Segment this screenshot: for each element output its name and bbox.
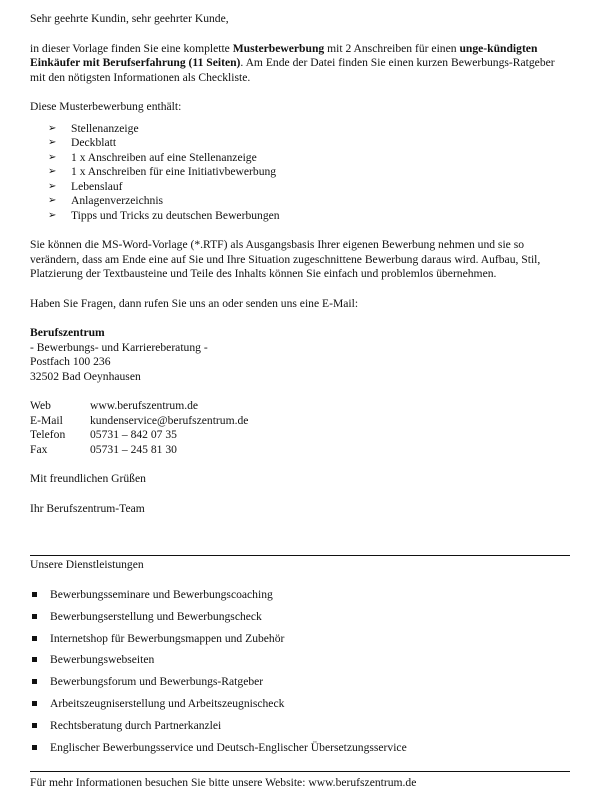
list-item <box>30 675 570 697</box>
intro-text-1: in dieser Vorlage finden Sie eine komplette <box>30 41 233 55</box>
usage-paragraph: Sie können die MS-Word-Vorlage (*.RTF) als Ausgangsbasis Ihrer eigenen Bewerbung nehmen und sie so verändern, dass am Ende eine auf Sie und Ihre Situation zugeschnittene Bewerbung daraus wird. Aufbau, Stil, Platzierung der Textbausteine und Teile des Inhalts können Sie einfach und problemlos übernehmen. <box>30 238 541 280</box>
divider-top <box>30 555 570 556</box>
list-item <box>48 180 570 195</box>
postbox: Postfach 100 236 <box>30 355 111 368</box>
fax-value: 05731 – 245 81 30 <box>90 442 177 456</box>
web-link[interactable]: www.berufszentrum.de <box>90 399 199 412</box>
contact-label: E-Mail <box>30 413 63 427</box>
list-item-label: 1 x Anschreiben auf eine Stellenanzeige <box>71 150 257 164</box>
list-item <box>48 151 570 166</box>
table-row <box>30 399 248 414</box>
intro-bold-1: Musterbewerbung <box>232 41 325 55</box>
square-bullet-icon <box>32 657 37 662</box>
closing: Mit freundlichen Grüßen <box>30 472 146 485</box>
list-item <box>30 588 570 610</box>
list-item <box>48 122 570 137</box>
footer-text: Für mehr Informationen besuchen Sie bitte unsere Website: www.berufszentrum.de <box>30 776 417 789</box>
square-bullet-icon <box>32 701 37 706</box>
service-label: Bewerbungsseminare und Bewerbungscoaching <box>50 588 273 601</box>
arrow-bullet-icon: ➢ <box>48 209 57 221</box>
phone-value: 05731 – 842 07 35 <box>90 428 177 441</box>
intro-text-2: mit 2 Anschreiben für einen <box>324 41 460 55</box>
email-link[interactable]: kundenservice@berufszentrum.de <box>90 413 249 427</box>
services-heading: Unsere Dienstleistungen <box>30 558 144 571</box>
arrow-bullet-icon: ➢ <box>48 166 57 177</box>
square-bullet-icon <box>32 614 37 619</box>
address-block <box>30 326 570 384</box>
signature: Ihr Berufszentrum-Team <box>30 501 145 515</box>
list-item <box>48 136 570 151</box>
list-item-label: 1 x Anschreiben für eine Initiativbewerbung <box>71 165 277 178</box>
arrow-bullet-icon: ➢ <box>48 180 57 192</box>
service-label: Rechtsberatung durch Partnerkanzlei <box>50 718 222 732</box>
arrow-bullet-icon: ➢ <box>48 137 57 148</box>
services-list <box>30 588 570 762</box>
divider-bottom <box>30 771 570 772</box>
list-item-label: Stellenanzeige <box>71 121 139 135</box>
square-bullet-icon <box>32 636 37 641</box>
square-bullet-icon <box>32 745 37 750</box>
list-item <box>30 610 570 632</box>
intro-text-3: . Am Ende der Datei finden Sie einen kurzen Bewerbungs-Ratgeber mit den nötigsten Informationen als Checkliste. <box>30 56 555 84</box>
service-label: Internetshop für Bewerbungsmappen und Zubehör <box>50 631 285 645</box>
list-item <box>30 719 570 741</box>
contact-label: Fax <box>30 442 48 456</box>
square-bullet-icon <box>32 679 37 684</box>
service-label: Bewerbungsforum und Bewerbungs-Ratgeber <box>50 675 264 689</box>
arrow-bullet-icon: ➢ <box>48 195 57 206</box>
service-label: Arbeitszeugniserstellung und Arbeitszeugnischeck <box>50 696 285 710</box>
list-item <box>30 697 570 719</box>
arrow-bullet-icon: ➢ <box>48 151 57 163</box>
list-item-label: Tipps und Tricks zu deutschen Bewerbungen <box>71 208 280 222</box>
list-item <box>30 632 570 654</box>
contact-label: Telefon <box>30 428 66 441</box>
list-item <box>48 165 570 180</box>
service-label: Englischer Bewerbungsservice und Deutsch-Englischer Übersetzungsservice <box>50 740 407 754</box>
list-item <box>48 194 570 209</box>
intro-paragraph <box>30 42 570 86</box>
table-row <box>30 443 248 458</box>
list-item-label: Anlagenverzeichnis <box>71 194 164 207</box>
list-item <box>48 209 570 224</box>
table-row <box>30 428 248 443</box>
square-bullet-icon <box>32 723 37 728</box>
city: 32502 Bad Oeynhausen <box>30 369 141 383</box>
list-item-label: Lebenslauf <box>71 179 123 193</box>
service-label: Bewerbungserstellung und Bewerbungscheck <box>50 609 262 623</box>
list-item <box>30 653 570 675</box>
contents-heading: Diese Musterbewerbung enthält: <box>30 100 182 113</box>
service-label: Bewerbungswebseiten <box>50 653 155 667</box>
letter-body <box>30 12 570 516</box>
square-bullet-icon <box>32 592 37 597</box>
table-row <box>30 414 248 429</box>
list-item <box>30 741 570 763</box>
company-tagline: - Bewerbungs- und Karriereberatung - <box>30 340 208 354</box>
arrow-bullet-icon: ➢ <box>48 122 57 134</box>
contents-list <box>30 122 570 224</box>
contact-table <box>30 399 248 457</box>
salutation: Sehr geehrte Kundin, sehr geehrter Kunde, <box>30 12 229 25</box>
company-name: Berufszentrum <box>30 326 105 339</box>
intro-bold-2: unge-kündigten Einkäufer mit Berufserfahrung (11 Seiten) <box>30 41 538 69</box>
list-item-label: Deckblatt <box>71 136 117 149</box>
questions-paragraph: Haben Sie Fragen, dann rufen Sie uns an oder senden uns eine E-Mail: <box>30 296 359 310</box>
contact-label: Web <box>30 399 51 412</box>
